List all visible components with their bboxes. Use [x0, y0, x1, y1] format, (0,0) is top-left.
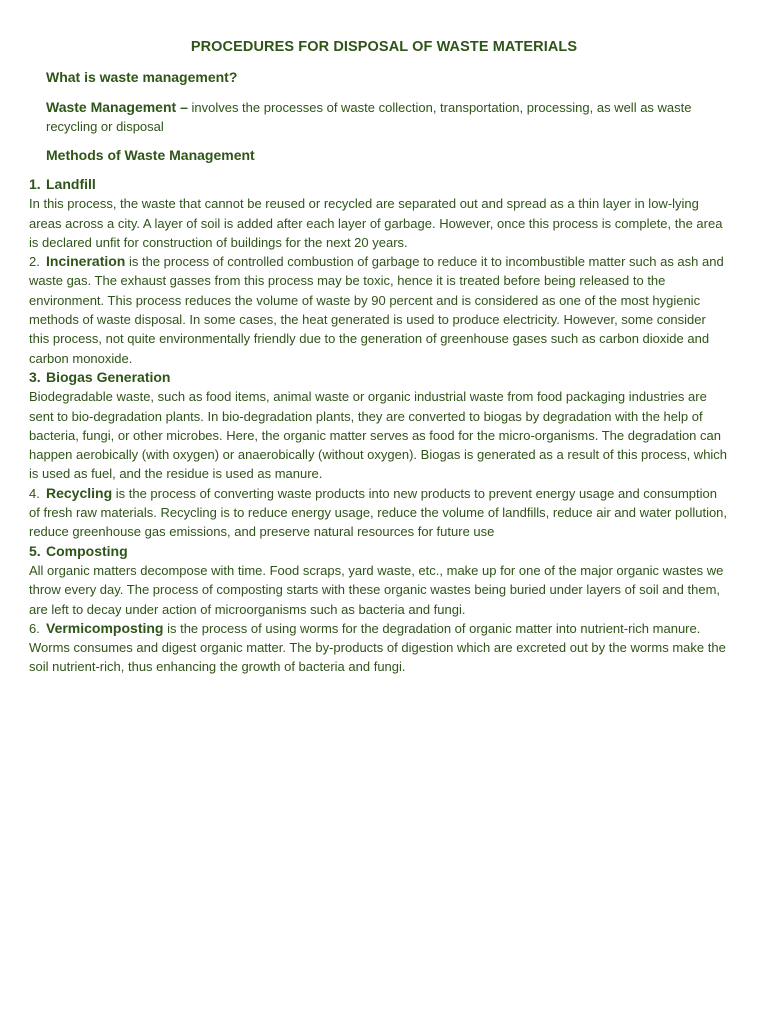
- method-heading-landfill: [29, 175, 729, 194]
- method-body-landfill: In this process, the waste that cannot be reused or recycled are separated out and spread as a thin layer in low-lying areas across a city. A layer of soil is added after each layer of garbage. However, once this process is complete, the area is declared unfit for construction of buildings for the next 20 years.: [29, 196, 723, 250]
- method-number: 5.: [29, 542, 41, 559]
- method-term: Biogas Generation: [46, 368, 171, 385]
- method-paragraph-vermicomposting: [29, 619, 729, 677]
- method-number: 1.: [29, 176, 41, 192]
- method-text: is the process of using worms for the degradation of organic matter into nutrient-rich manure. Worms consumes and digest organic matter. The by-products of digestion which are excreted out by the worms make the soil nutrient-rich, thus enhancing the growth of bacteria and fungi.: [29, 620, 726, 675]
- question-heading: What is waste management?: [46, 69, 238, 85]
- method-term: Composting: [46, 542, 128, 559]
- definition-text: involves the processes of waste collection, transportation, processing, as well as waste recycling or disposal: [46, 100, 692, 135]
- method-paragraph-recycling: [29, 484, 729, 542]
- method-body-biogas: Biodegradable waste, such as food items, animal waste or organic industrial waste from food packaging industries are sent to bio-degradation plants. In bio-degradation plants, they are converted to biogas by degradation with the help of bacteria, fungi, or other microbes. Here, the organic matter serves as food for the micro-organisms. The degradation can happen aerobically (with oxygen) or anaerobically (without oxygen). Biogas is generated as a result of this process, which is used as fuel, and the residue is used as manure.: [29, 389, 728, 482]
- methods-list: [29, 175, 729, 677]
- method-term: Incineration: [46, 253, 126, 270]
- page-title: PROCEDURES FOR DISPOSAL OF WASTE MATERIALS: [190, 39, 578, 55]
- method-term: Recycling: [46, 484, 113, 501]
- method-number: 2.: [29, 254, 40, 270]
- methods-heading: Methods of Waste Management: [46, 147, 255, 163]
- method-number: 3.: [29, 368, 41, 385]
- method-number: 4.: [29, 485, 40, 501]
- method-heading-biogas: [29, 368, 729, 387]
- method-number: 6.: [29, 620, 40, 636]
- method-body-composting: All organic matters decompose with time. Food scraps, yard waste, etc., make up for one of the major organic wastes we throw every day. The process of composting starts with these organic wastes being buried under layers of soil and them, are left to decay under action of microorganisms such as bacteria and fungi.: [29, 562, 724, 617]
- definition-term: Waste Management –: [46, 99, 188, 115]
- method-term: Vermicomposting: [46, 619, 164, 636]
- method-text: is the process of converting waste products into new products to prevent energy usage and consumption of fresh raw materials. Recycling is to reduce energy usage, reduce the volume of landfills, reduce air and water pollution, reduce greenhouse gas emissions, and preserve natural resources for future use: [29, 485, 728, 540]
- method-term: Landfill: [46, 176, 96, 192]
- method-paragraph-incineration: [29, 252, 729, 368]
- method-heading-composting: [29, 542, 729, 561]
- method-text: is the process of controlled combustion of garbage to reduce it to incombustible matter such as ash and waste gas. The exhaust gasses from this process may be toxic, hence it is treated before being released to the environment. This process reduces the volume of waste by 90 percent and is considered as one of the most hygienic methods of waste disposal. In some cases, the heat generated is used to produce electricity. However, some consider this process, not quite environmentally friendly due to the generation of greenhouse gases such as carbon dioxide and carbon monoxide.: [29, 254, 724, 366]
- definition-paragraph: [46, 98, 716, 137]
